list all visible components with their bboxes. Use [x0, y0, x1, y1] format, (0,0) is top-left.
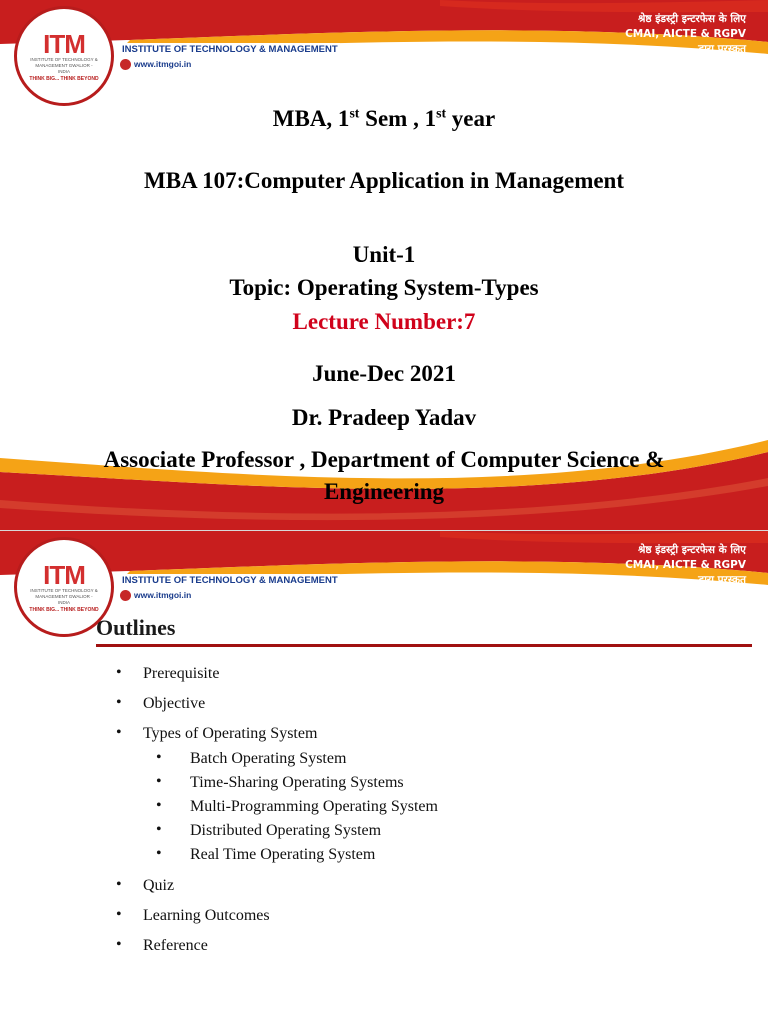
globe-icon — [120, 590, 131, 601]
institute-logo-group — [14, 6, 340, 106]
outline-slide — [0, 531, 768, 1024]
logo-text-block — [120, 43, 340, 70]
logo-subtitle: INSTITUTE OF TECHNOLOGY & MANAGEMENT GWALIOR - INDIA — [30, 587, 98, 605]
lecture-number: Lecture Number:7 — [292, 309, 476, 334]
award-line-1: श्रेष्ठ इंडस्ट्री इन्टरफेस के लिए — [637, 13, 746, 25]
award-line-2: CMAI, AICTE & RGPV — [625, 28, 746, 40]
session-label: June-Dec 2021 — [312, 361, 456, 386]
bullet-icon: • — [116, 906, 122, 923]
logo-text-block — [120, 574, 340, 601]
outline-subitem-real-time: Real Time Operating System — [190, 846, 376, 863]
outline-item-quiz: Quiz — [143, 877, 175, 894]
outline-subitem-time-sharing: Time-Sharing Operating Systems — [190, 774, 404, 791]
outline-subitem-distributed: Distributed Operating System — [190, 822, 382, 839]
award-line-3: द्वारा पुरस्कृत — [698, 574, 746, 586]
bullet-icon: • — [156, 821, 162, 838]
course-line: MBA, 1st Sem , 1st year — [272, 105, 496, 131]
outline-title: Outlines — [96, 615, 176, 640]
outline-item-reference: Reference — [143, 937, 208, 954]
globe-icon — [120, 59, 131, 70]
title-underline — [96, 644, 752, 647]
unit-label: Unit-1 — [352, 242, 416, 267]
bullet-icon: • — [116, 694, 122, 711]
logo-mark: ITM — [43, 28, 85, 59]
institute-name: INSTITUTE OF TECHNOLOGY & MANAGEMENT — [122, 574, 338, 586]
topic-label: Topic: Operating System-Types — [229, 275, 539, 300]
outline-item-types: Types of Operating System — [143, 725, 318, 742]
website-link[interactable]: www.itmgoi.in — [134, 590, 192, 600]
award-line-2: CMAI, AICTE & RGPV — [625, 559, 746, 571]
website-row — [120, 59, 340, 70]
bullet-icon: • — [156, 773, 162, 790]
logo-mark: ITM — [43, 559, 85, 590]
outline-item-objective: Objective — [143, 695, 206, 712]
logo-tagline: THINK BIG... THINK BEYOND — [29, 75, 99, 82]
outline-item-prerequisite: Prerequisite — [143, 665, 220, 682]
course-code: MBA 107:Computer Application in Management — [143, 168, 625, 193]
bullet-icon: • — [156, 797, 162, 814]
designation-line-1: Associate Professor , Department of Computer Science & — [103, 447, 665, 472]
bullet-icon: • — [156, 845, 162, 862]
institute-logo-group — [14, 537, 340, 637]
award-text — [625, 543, 746, 588]
outline-subitem-batch: Batch Operating System — [190, 750, 347, 767]
logo-subtitle: INSTITUTE OF TECHNOLOGY & MANAGEMENT GWALIOR - INDIA — [30, 56, 98, 74]
bullet-icon: • — [116, 876, 122, 893]
itm-logo — [14, 6, 114, 106]
outline-item-learning-outcomes: Learning Outcomes — [143, 907, 270, 924]
award-line-1: श्रेष्ठ इंडस्ट्री इन्टरफेस के लिए — [637, 544, 746, 556]
outline-subitem-multi-programming: Multi-Programming Operating System — [190, 798, 438, 815]
designation-line-2: Engineering — [323, 479, 445, 504]
bullet-icon: • — [156, 749, 162, 766]
award-line-3: द्वारा पुरस्कृत — [698, 43, 746, 55]
award-text — [625, 12, 746, 57]
logo-tagline: THINK BIG... THINK BEYOND — [29, 606, 99, 613]
bullet-icon: • — [116, 724, 122, 741]
website-row — [120, 590, 340, 601]
website-link[interactable]: www.itmgoi.in — [134, 59, 192, 69]
bullet-icon: • — [116, 664, 122, 681]
bullet-icon: • — [116, 936, 122, 953]
presenter-name: Dr. Pradeep Yadav — [291, 405, 477, 430]
institute-name: INSTITUTE OF TECHNOLOGY & MANAGEMENT — [122, 43, 338, 55]
